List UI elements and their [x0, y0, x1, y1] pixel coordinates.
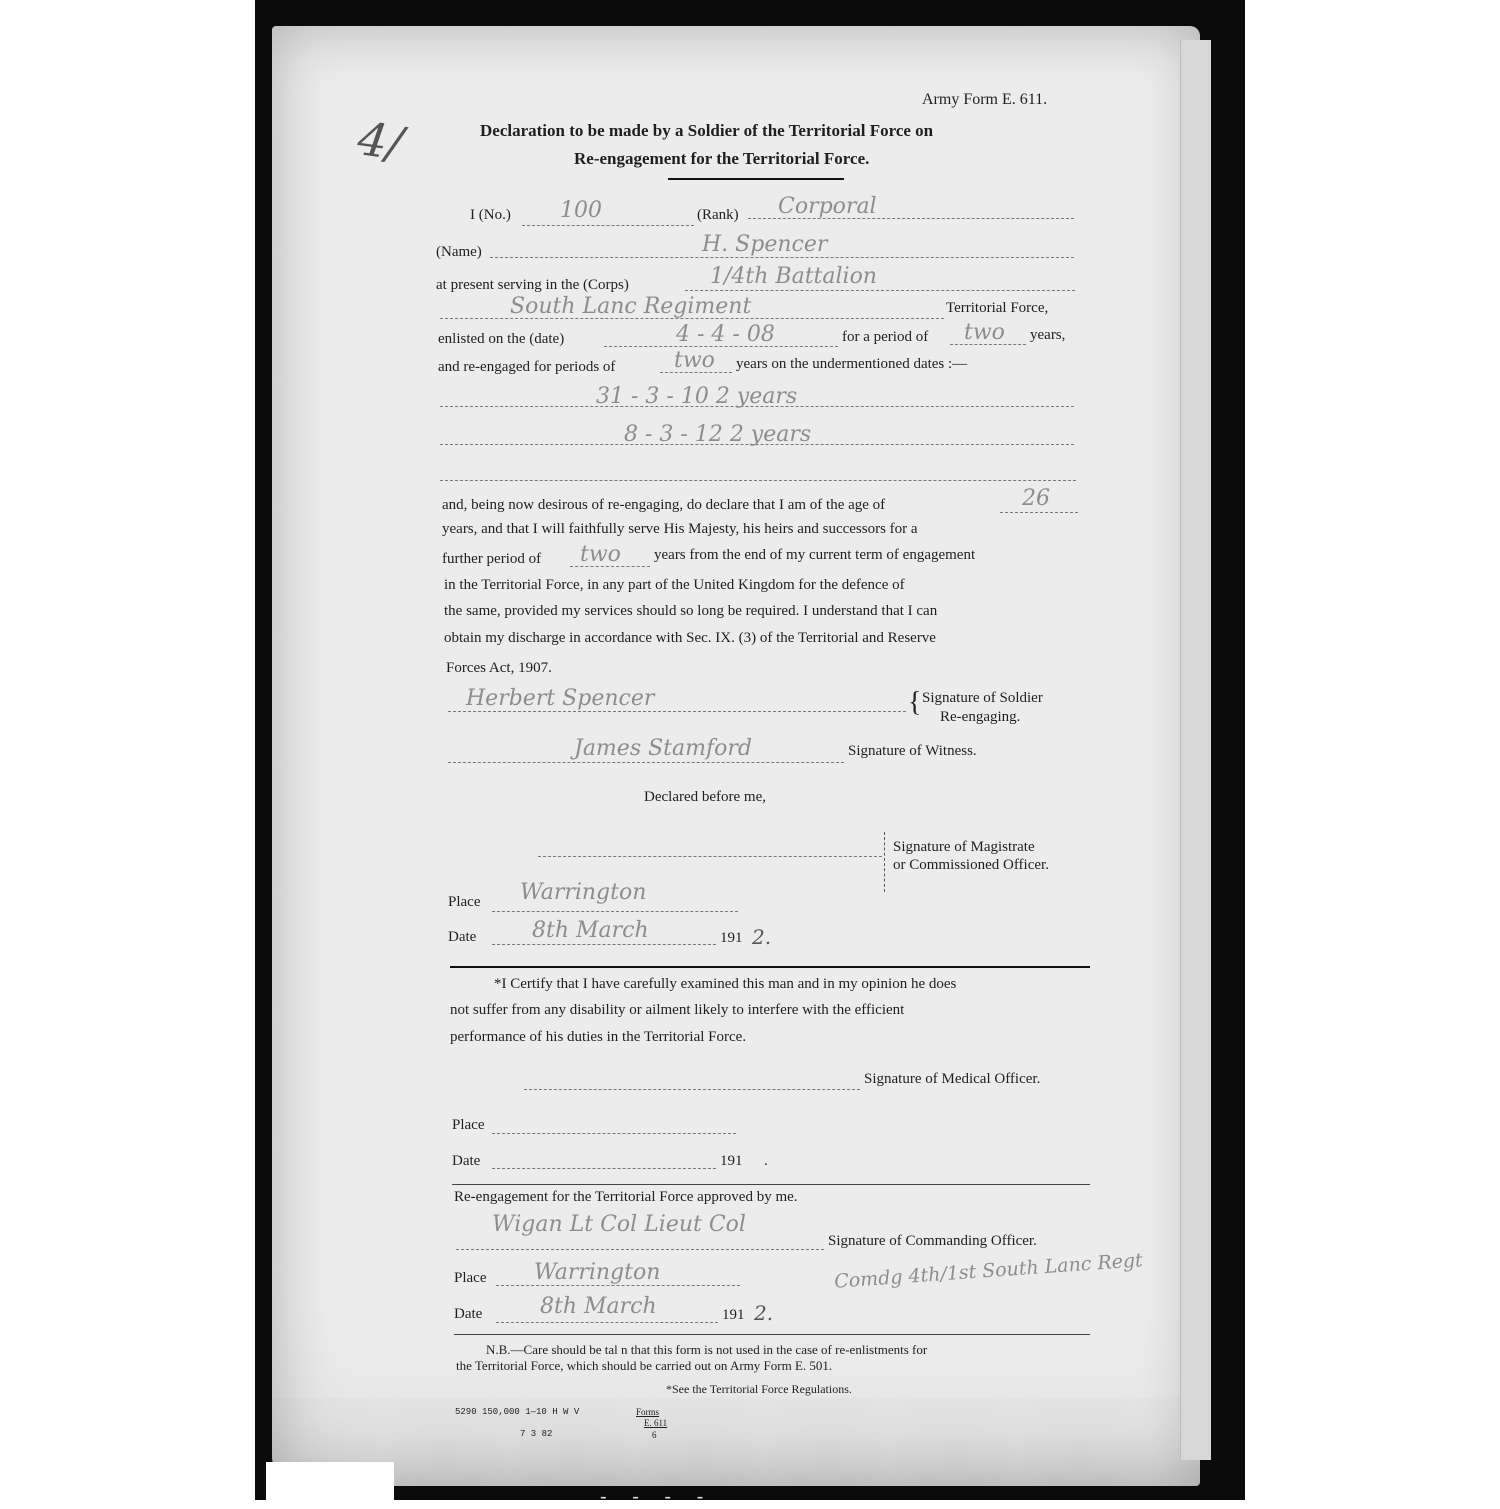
- soldier-sig-line: [448, 711, 906, 712]
- forms-value: E. 611: [644, 1418, 668, 1428]
- margin-mark: 4/: [354, 111, 407, 171]
- years-label: years,: [1030, 327, 1066, 343]
- period-value: two: [964, 320, 1005, 345]
- reengaged-suffix: years on the undermentioned dates :—: [736, 356, 968, 372]
- reengagement-date-1: 31 - 3 - 10 2 years: [596, 384, 798, 409]
- further-value: two: [580, 542, 621, 567]
- section-rule-2: [452, 1184, 1090, 1185]
- section-rule-3: [454, 1334, 1090, 1335]
- witness-sig-label: Signature of Witness.: [848, 743, 977, 759]
- date-value-3: 8th March: [540, 1294, 657, 1319]
- medical-line-3: performance of his duties in the Territorial Force.: [450, 1029, 747, 1045]
- magistrate-label-1: Signature of Magistrate: [893, 839, 1035, 855]
- co-sig-line: [456, 1249, 824, 1250]
- year-prefix-2: 191: [720, 1153, 743, 1169]
- date-label-3: Date: [454, 1306, 483, 1322]
- co-sig-label: Signature of Commanding Officer.: [828, 1233, 1037, 1249]
- form-title-line1: Declaration to be made by a Soldier of the Territorial Force on: [480, 121, 934, 140]
- name-value: H. Spencer: [702, 232, 828, 257]
- soldier-signature: Herbert Spencer: [466, 686, 655, 711]
- corps-label: at present serving in the (Corps): [436, 277, 629, 293]
- page-edge: [1180, 40, 1211, 1460]
- nb-line-1: N.B.—Care should be tal n that this form is not used in the case of re-enlistments for: [486, 1342, 928, 1357]
- place-label-1: Place: [448, 894, 481, 910]
- reengaged-label: and re-engaged for periods of: [438, 359, 616, 375]
- tf-label: Territorial Force,: [946, 300, 1049, 316]
- form-number: Army Form E. 611.: [922, 91, 1048, 108]
- declaration-line-5: the same, provided my services should so long be required. I understand that I can: [444, 603, 938, 619]
- place-value-3: Warrington: [534, 1260, 661, 1285]
- title-rule: [668, 178, 844, 180]
- declaration-line-6: obtain my discharge in accordance with Sec. IX. (3) of the Territorial and Reserve: [444, 630, 936, 646]
- place-line-2: [492, 1133, 736, 1134]
- no-value: 100: [560, 198, 602, 223]
- medical-sig-label: Signature of Medical Officer.: [864, 1071, 1041, 1087]
- place-line-1: [492, 911, 738, 912]
- period-label: for a period of: [842, 329, 929, 345]
- see-regulations-note: *See the Territorial Force Regulations.: [666, 1382, 852, 1396]
- enlisted-label: enlisted on the (date): [438, 331, 565, 347]
- print-code-2: 7 3 82: [520, 1429, 553, 1439]
- medical-line-1: *I Certify that I have carefully examined this man and in my opinion he does: [494, 976, 957, 992]
- year-suffix-2: .: [764, 1153, 768, 1169]
- witness-sig-line: [448, 762, 844, 763]
- medical-sig-line: [524, 1089, 860, 1090]
- co-note: Comdg 4th/1st South Lanc Regt: [833, 1249, 1144, 1293]
- section-rule-1: [450, 966, 1090, 968]
- date-label-1: Date: [448, 929, 477, 945]
- rank-label: (Rank): [697, 207, 739, 223]
- witness-signature: James Stamford: [574, 736, 752, 761]
- soldier-sig-label-1: Signature of Soldier: [922, 690, 1043, 706]
- place-label-3: Place: [454, 1270, 487, 1286]
- no-label: I (No.): [470, 207, 511, 223]
- name-line: [490, 257, 1074, 258]
- year-prefix-3: 191: [722, 1307, 745, 1323]
- date-value-1: 8th March: [532, 918, 649, 943]
- corps-value2: South Lanc Regiment: [510, 294, 752, 319]
- corps-line: [685, 290, 1075, 291]
- declaration-line-3-pre: further period of: [442, 551, 542, 567]
- declaration-line-3-post: years from the end of my current term of engagement: [654, 547, 976, 563]
- declaration-line-4: in the Territorial Force, in any part of the United Kingdom for the defence of: [444, 577, 905, 593]
- approval-heading: Re-engagement for the Territorial Force approved by me.: [454, 1189, 798, 1205]
- magistrate-label-2: or Commissioned Officer.: [893, 857, 1049, 873]
- rank-value: Corporal: [778, 194, 877, 219]
- declaration-line-1: and, being now desirous of re-engaging, do declare that I am of the age of: [442, 497, 886, 513]
- reengagement-date-2: 8 - 3 - 12 2 years: [624, 422, 812, 447]
- date-line-1: [492, 944, 716, 945]
- forms-num: 6: [652, 1430, 657, 1440]
- soldier-sig-label-2: Re-engaging.: [940, 709, 1021, 725]
- declaration-line-2: years, and that I will faithfully serve His Majesty, his heirs and successors for a: [442, 521, 918, 537]
- age-line: [1000, 512, 1078, 513]
- year-prefix-1: 191: [720, 930, 743, 946]
- co-signature: Wigan Lt Col Lieut Col: [492, 1212, 746, 1237]
- date-line-2: [492, 1168, 716, 1169]
- declaration-line-7: Forces Act, 1907.: [446, 660, 552, 676]
- place-value-1: Warrington: [520, 880, 647, 905]
- forms-label: Forms: [636, 1407, 660, 1417]
- medical-line-2: not suffer from any disability or ailment likely to interfere with the efficient: [450, 1002, 905, 1018]
- enlisted-value: 4 - 4 - 08: [676, 322, 775, 347]
- page-marks: - - - -: [600, 1486, 714, 1508]
- form-title-line2: Re-engagement for the Territorial Force.: [574, 149, 870, 168]
- scan-margin-patch: [266, 1462, 394, 1500]
- no-line: [522, 225, 694, 226]
- reengaged-value: two: [674, 348, 715, 373]
- place-label-2: Place: [452, 1117, 485, 1133]
- year-suffix-1: 2.: [752, 925, 772, 949]
- magistrate-bracket: [884, 832, 885, 892]
- dates-line-3: [440, 480, 1076, 481]
- nb-line-2: the Territorial Force, which should be carried out on Army Form E. 501.: [456, 1358, 833, 1373]
- soldier-sig-brace: {: [908, 687, 922, 718]
- age-value: 26: [1022, 486, 1050, 511]
- declared-before-me: Declared before me,: [644, 789, 767, 805]
- print-code: 5290 150,000 1—10 H W V: [455, 1407, 580, 1417]
- date-line-3: [496, 1322, 718, 1323]
- year-suffix-3: 2.: [754, 1301, 774, 1325]
- place-line-3: [496, 1285, 740, 1286]
- magistrate-sig-line: [538, 856, 882, 857]
- date-label-2: Date: [452, 1153, 481, 1169]
- corps-value: 1/4th Battalion: [710, 264, 877, 289]
- name-label: (Name): [436, 244, 482, 260]
